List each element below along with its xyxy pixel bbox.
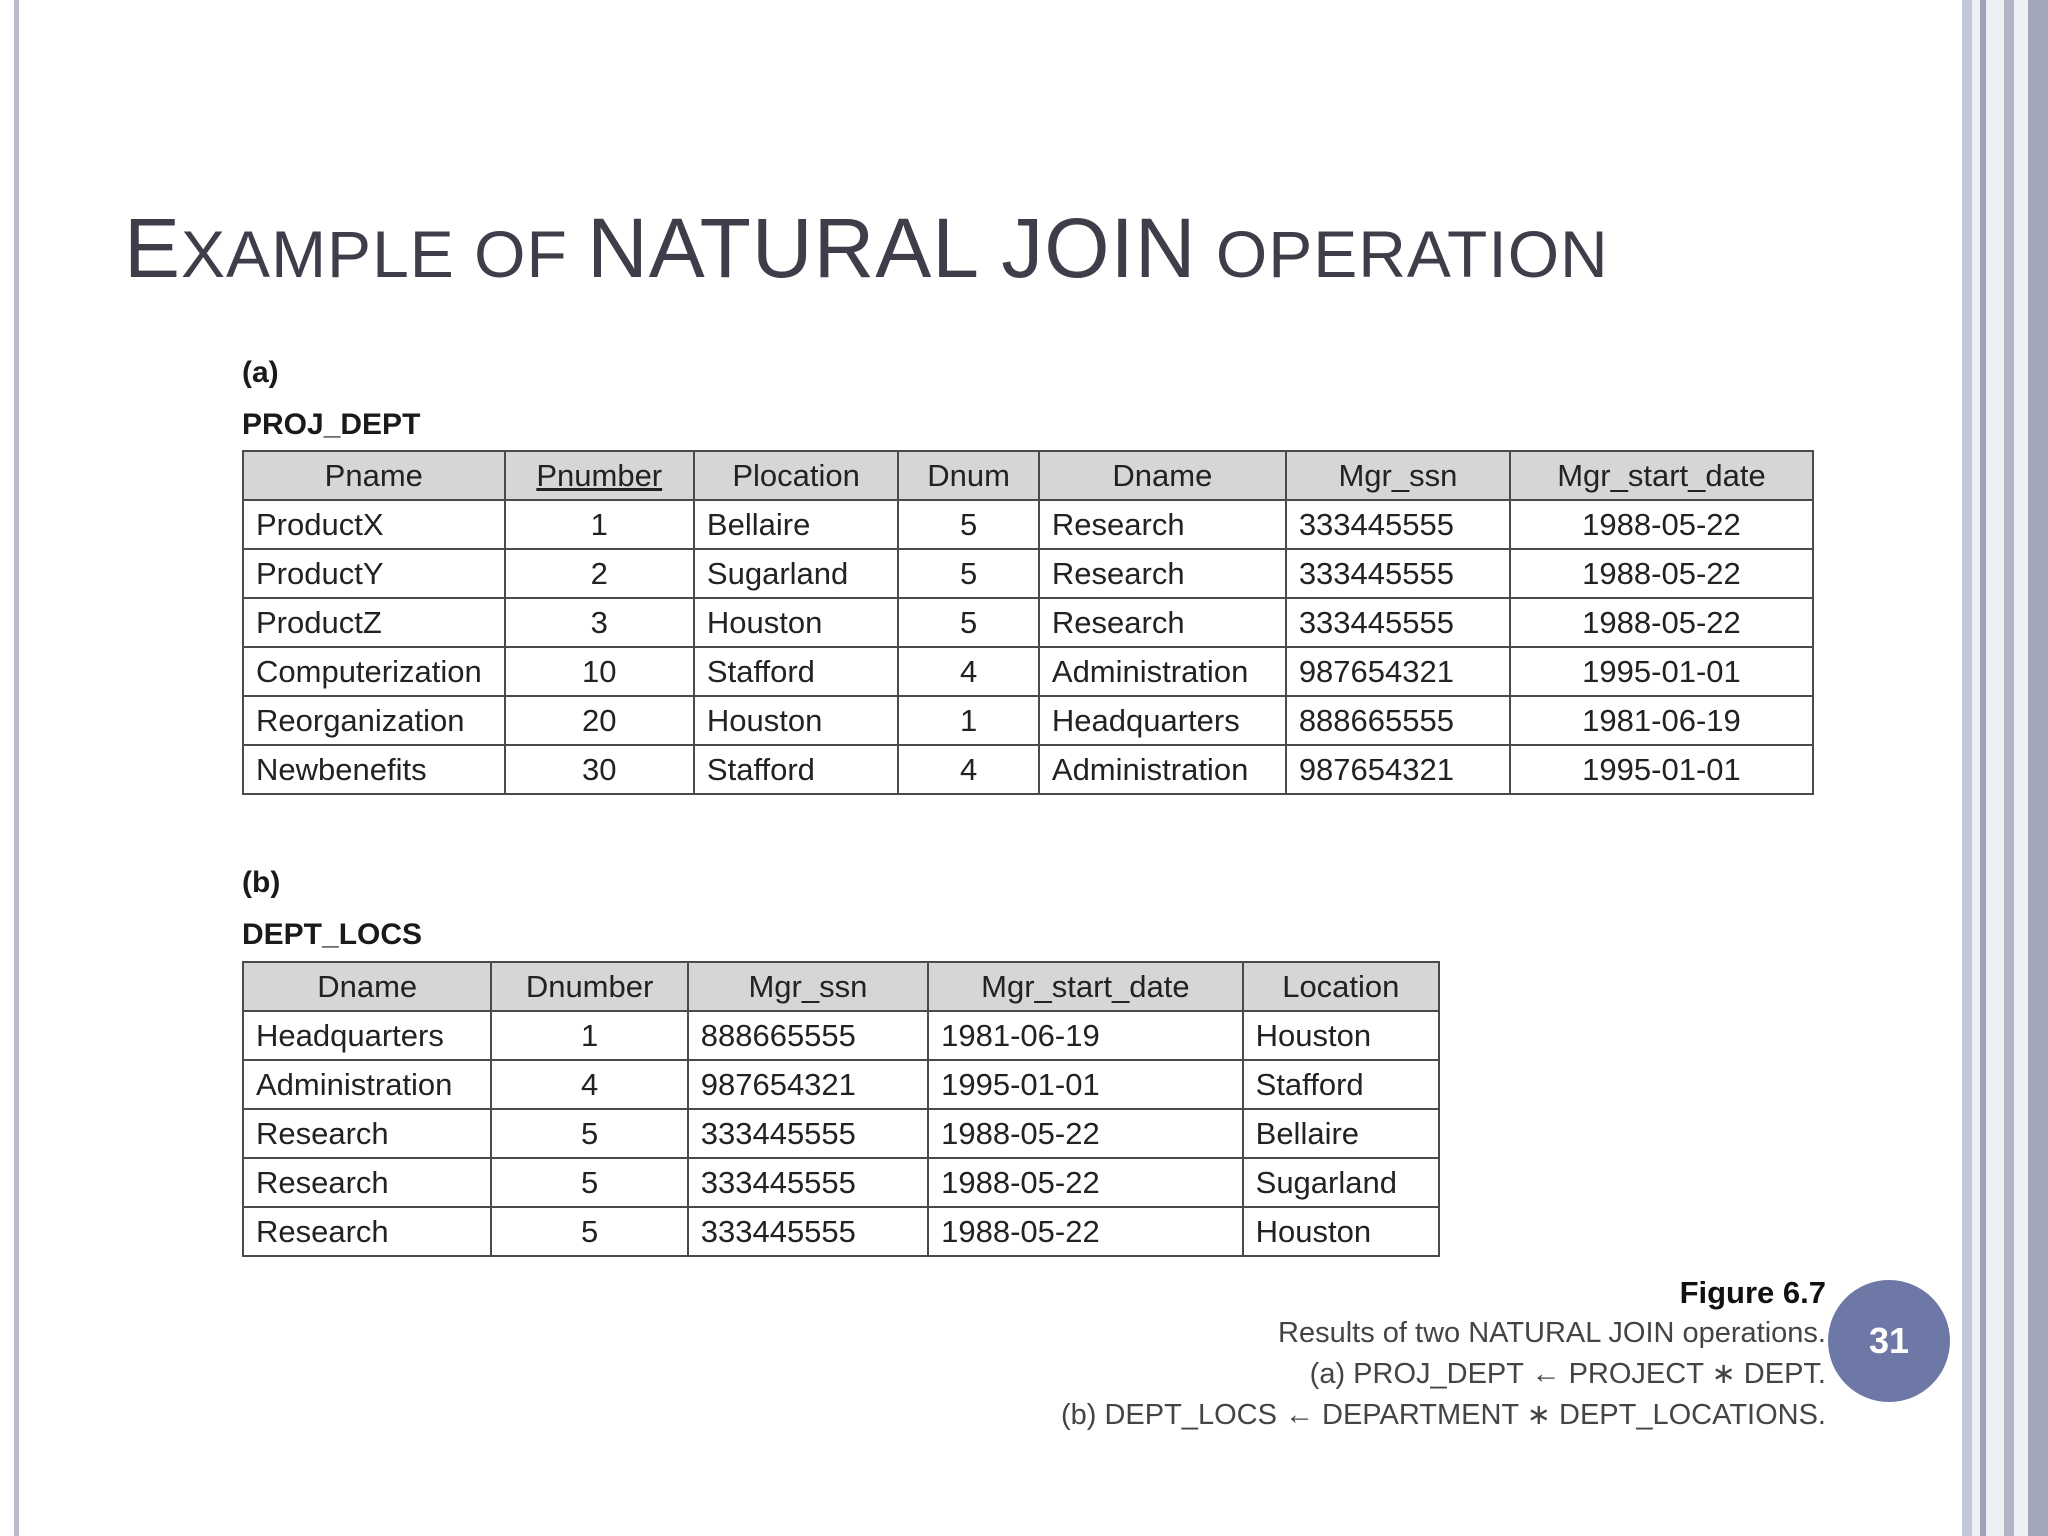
table-cell: 1988-05-22	[928, 1207, 1243, 1256]
column-header: Mgr_start_date	[928, 962, 1243, 1011]
column-header: Pname	[243, 451, 505, 500]
column-header: Dnumber	[491, 962, 687, 1011]
table-cell: Headquarters	[1039, 696, 1286, 745]
table-cell: 1995-01-01	[1510, 647, 1813, 696]
table-cell: Houston	[1243, 1011, 1439, 1060]
table-cell: Houston	[694, 598, 898, 647]
table-cell: 1981-06-19	[1510, 696, 1813, 745]
table-cell: 888665555	[688, 1011, 928, 1060]
table-cell: Research	[243, 1109, 491, 1158]
table-cell: 5	[898, 549, 1039, 598]
table-cell: 333445555	[1286, 549, 1510, 598]
table-cell: 1	[505, 500, 694, 549]
table-cell: 987654321	[688, 1060, 928, 1109]
column-header: Dname	[1039, 451, 1286, 500]
table-row	[243, 598, 1813, 647]
table-cell: 5	[491, 1109, 687, 1158]
part-b-table-name: DEPT_LOCS	[242, 918, 423, 951]
table-cell: Research	[1039, 500, 1286, 549]
table-row	[243, 1011, 1439, 1060]
table-cell: Sugarland	[694, 549, 898, 598]
table-cell: Research	[243, 1158, 491, 1207]
title-part-small: XAMPLE OF	[181, 217, 588, 291]
table-cell: 5	[898, 598, 1039, 647]
table-cell: 1995-01-01	[928, 1060, 1243, 1109]
table-cell: 1988-05-22	[1510, 549, 1813, 598]
table-cell: Bellaire	[1243, 1109, 1439, 1158]
table-cell: 1988-05-22	[928, 1109, 1243, 1158]
proj-dept-table	[242, 450, 1814, 795]
title-initial: E	[124, 201, 182, 295]
table-cell: Reorganization	[243, 696, 505, 745]
table-cell: Bellaire	[694, 500, 898, 549]
table-cell: Houston	[1243, 1207, 1439, 1256]
table-cell: 4	[898, 647, 1039, 696]
slide-right-rule	[2004, 0, 2014, 1536]
table-cell: Administration	[243, 1060, 491, 1109]
table-cell: 333445555	[688, 1207, 928, 1256]
table-cell: 888665555	[1286, 696, 1510, 745]
table-cell: Administration	[1039, 647, 1286, 696]
table-cell: ProductY	[243, 549, 505, 598]
caption-line: (a) PROJ_DEPT ← PROJECT ∗ DEPT.	[1309, 1358, 1826, 1390]
page-number-badge	[1828, 1280, 1950, 1402]
table-cell: 333445555	[1286, 598, 1510, 647]
table-cell: 4	[491, 1060, 687, 1109]
column-header: Dname	[243, 962, 491, 1011]
table-cell: 987654321	[1286, 647, 1510, 696]
table-cell: 20	[505, 696, 694, 745]
table-cell: 1995-01-01	[1510, 745, 1813, 794]
table-row	[243, 745, 1813, 794]
table-cell: Research	[1039, 549, 1286, 598]
table-cell: Research	[1039, 598, 1286, 647]
table-row	[243, 549, 1813, 598]
slide-left-border	[14, 0, 19, 1536]
table-cell: 987654321	[1286, 745, 1510, 794]
table-row	[243, 1158, 1439, 1207]
table-cell: Stafford	[694, 745, 898, 794]
figure-number: Figure 6.7	[1679, 1275, 1826, 1310]
table-cell: Headquarters	[243, 1011, 491, 1060]
table-cell: 333445555	[688, 1158, 928, 1207]
table-cell: 333445555	[1286, 500, 1510, 549]
title-part-main: NATURAL JOIN	[587, 201, 1197, 295]
table-cell: 5	[491, 1207, 687, 1256]
column-header: Plocation	[694, 451, 898, 500]
table-cell: Newbenefits	[243, 745, 505, 794]
table-cell: 1988-05-22	[1510, 500, 1813, 549]
slide-right-rule	[2028, 0, 2048, 1536]
part-a-table-name: PROJ_DEPT	[242, 408, 421, 441]
table-cell: 333445555	[688, 1109, 928, 1158]
table-row	[243, 1109, 1439, 1158]
part-b-label: (b)	[242, 866, 281, 899]
column-header: Mgr_start_date	[1510, 451, 1813, 500]
table-cell: 2	[505, 549, 694, 598]
table-cell: ProductZ	[243, 598, 505, 647]
table-cell: Houston	[694, 696, 898, 745]
table-row	[243, 647, 1813, 696]
table-header-row	[243, 451, 1813, 500]
column-header	[505, 451, 694, 500]
table-header-row	[243, 962, 1439, 1011]
table-cell: ProductX	[243, 500, 505, 549]
caption-line: Results of two NATURAL JOIN operations.	[1278, 1317, 1826, 1349]
table-cell: 1988-05-22	[1510, 598, 1813, 647]
key-column-header: Pnumber	[536, 457, 663, 493]
table-row	[243, 1207, 1439, 1256]
table-cell: 1	[898, 696, 1039, 745]
column-header: Location	[1243, 962, 1439, 1011]
column-header: Dnum	[898, 451, 1039, 500]
part-a-label: (a)	[242, 356, 279, 389]
table-cell: 4	[898, 745, 1039, 794]
slide-right-rule	[1980, 0, 1986, 1536]
table-cell: 1981-06-19	[928, 1011, 1243, 1060]
table-cell: Stafford	[1243, 1060, 1439, 1109]
table-cell: Administration	[1039, 745, 1286, 794]
table-cell: 30	[505, 745, 694, 794]
table-cell: 3	[505, 598, 694, 647]
table-cell: 1988-05-22	[928, 1158, 1243, 1207]
caption-line: (b) DEPT_LOCS ← DEPARTMENT ∗ DEPT_LOCATIONS.	[1060, 1399, 1826, 1431]
table-cell: Sugarland	[1243, 1158, 1439, 1207]
table-cell: Stafford	[694, 647, 898, 696]
table-row	[243, 1060, 1439, 1109]
table-cell: 5	[491, 1158, 687, 1207]
slide-title	[124, 200, 1609, 297]
slide-right-rule	[1962, 0, 1972, 1536]
table-cell: Computerization	[243, 647, 505, 696]
table-row	[243, 500, 1813, 549]
table-cell: 10	[505, 647, 694, 696]
column-header: Mgr_ssn	[1286, 451, 1510, 500]
figure-caption	[1061, 1272, 1826, 1436]
table-cell: Research	[243, 1207, 491, 1256]
dept-locs-table	[242, 961, 1440, 1257]
table-row	[243, 696, 1813, 745]
page-number: 31	[1868, 1320, 1910, 1361]
title-part-small: OPERATION	[1196, 217, 1609, 291]
table-cell: 5	[898, 500, 1039, 549]
table-cell: 1	[491, 1011, 687, 1060]
column-header: Mgr_ssn	[688, 962, 928, 1011]
